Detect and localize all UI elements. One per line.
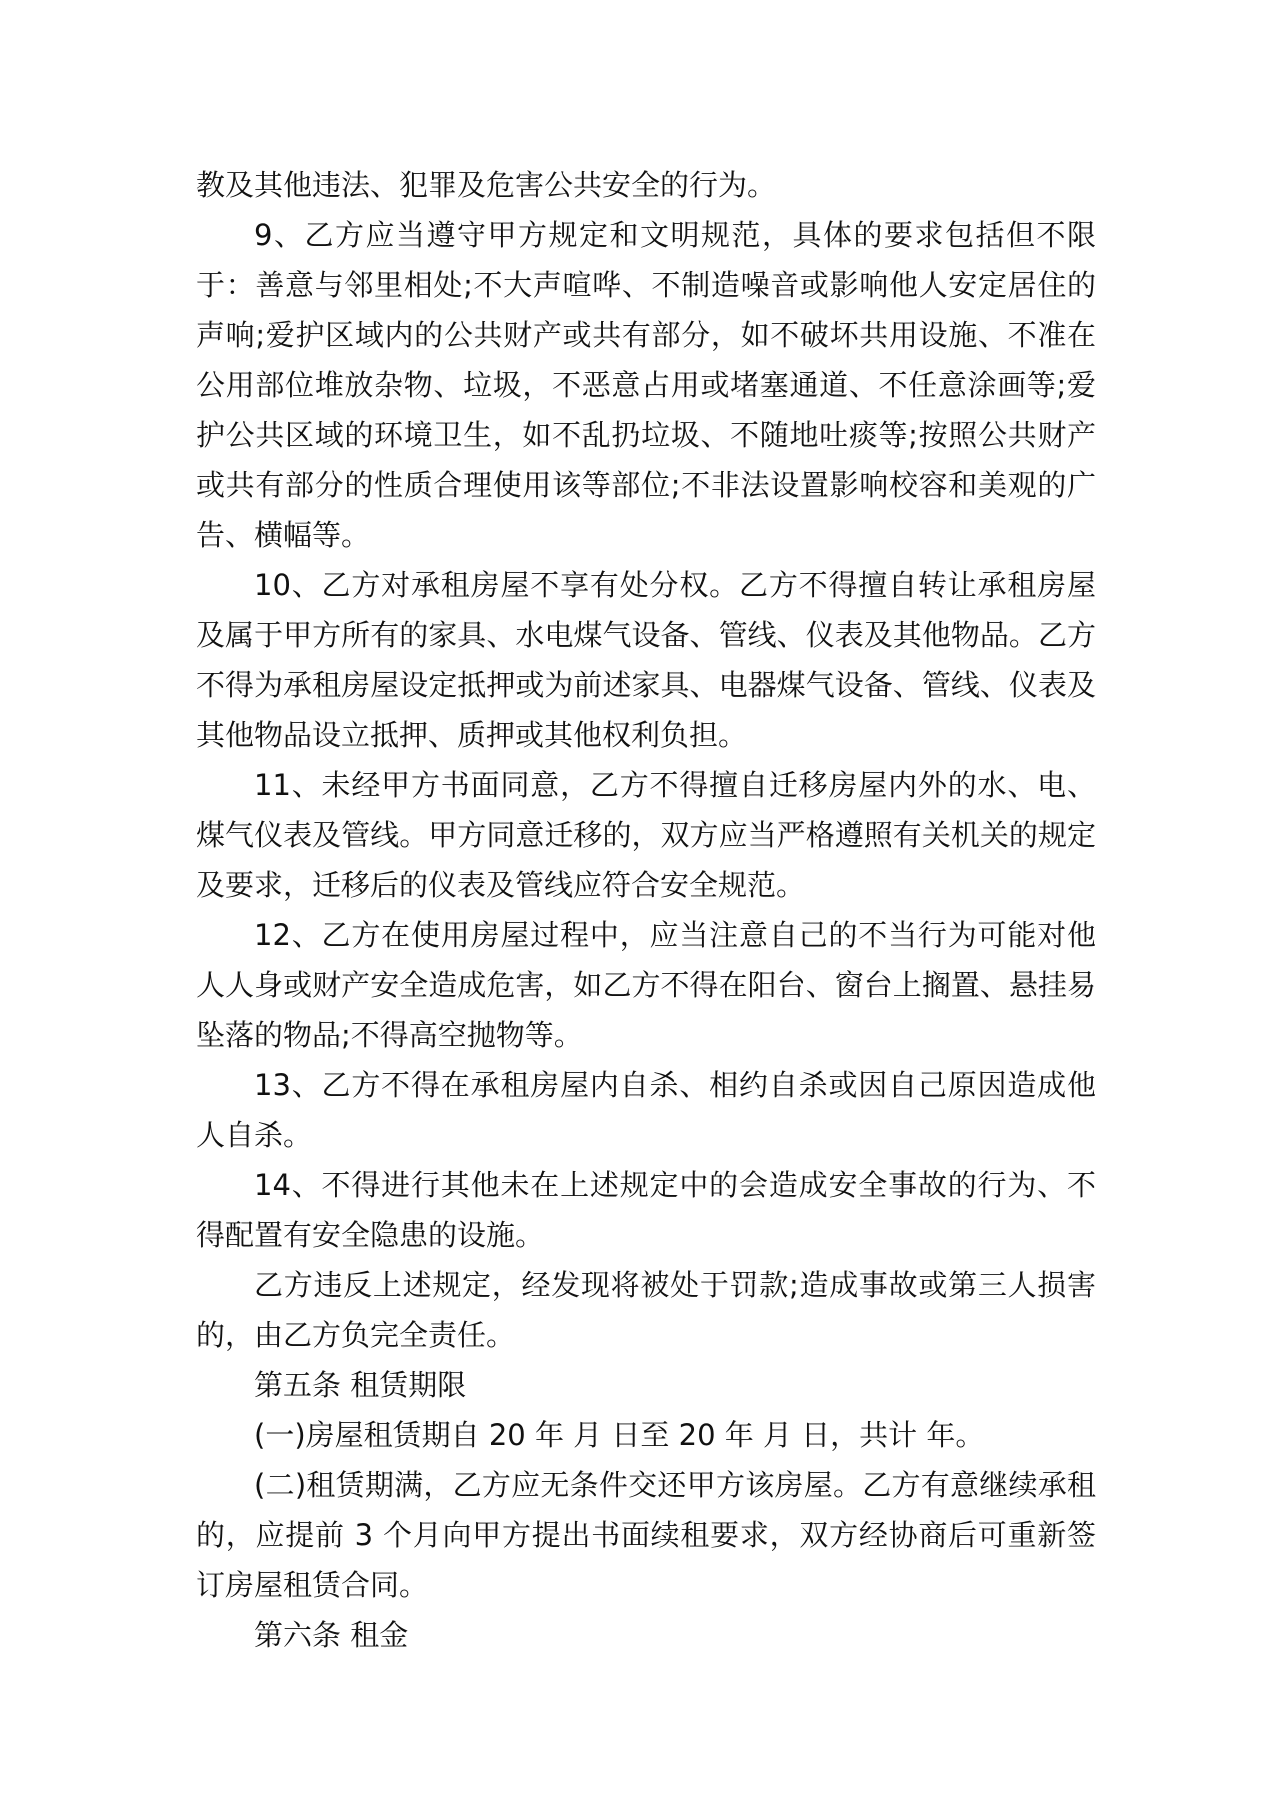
clause-13: 13、乙方不得在承租房屋内自杀、相约自杀或因自己原因造成他人自杀。 (196, 1068, 1096, 1152)
violation-note: 乙方违反上述规定，经发现将被处于罚款;造成事故或第三人损害的，由乙方负完全责任。 (196, 1268, 1096, 1352)
section-heading-article-6: 第六条 租金 (254, 1618, 409, 1652)
clause-14: 14、不得进行其他未在上述规定中的会造成安全事故的行为、不得配置有安全隐患的设施。 (196, 1168, 1096, 1252)
document-page (196, 160, 1096, 1660)
clause-10: 10、乙方对承租房屋不享有处分权。乙方不得擅自转让承租房屋及属于甲方所有的家具、水电煤气设备、管线、仪表及其他物品。乙方不得为承租房屋设定抵押或为前述家具、电器煤气设备、管线、仪表及其他物品设立抵押、质押或其他权利负担。 (196, 568, 1096, 752)
clause-11: 11、未经甲方书面同意，乙方不得擅自迁移房屋内外的水、电、煤气仪表及管线。甲方同意迁移的，双方应当严格遵照有关机关的规定及要求，迁移后的仪表及管线应符合安全规范。 (196, 768, 1096, 902)
clause-9: 9、乙方应当遵守甲方规定和文明规范，具体的要求包括但不限于：善意与邻里相处;不大声喧哗、不制造噪音或影响他人安定居住的声响;爱护区域内的公共财产或共有部分，如不破坏共用设施、不准在公用部位堆放杂物、垃圾，不恶意占用或堵塞通道、不任意涂画等;爱护公共区域的环境卫生，如不乱扔垃圾、不随地吐痰等;按照公共财产或共有部分的性质合理使用该等部位;不非法设置影响校容和美观的广告、横幅等。 (196, 218, 1096, 552)
lease-period-item-1: (一)房屋租赁期自 20 年 月 日至 20 年 月 日，共计 年。 (254, 1418, 985, 1452)
clause-12: 12、乙方在使用房屋过程中，应当注意自己的不当行为可能对他人人身或财产安全造成危害，如乙方不得在阳台、窗台上搁置、悬挂易坠落的物品;不得高空抛物等。 (196, 918, 1096, 1052)
paragraph-continuation: 教及其他违法、犯罪及危害公共安全的行为。 (196, 168, 777, 202)
section-heading-article-5: 第五条 租赁期限 (254, 1368, 467, 1402)
lease-period-item-2: (二)租赁期满，乙方应无条件交还甲方该房屋。乙方有意继续承租的，应提前 3 个月向甲方提出书面续租要求，双方经协商后可重新签订房屋租赁合同。 (196, 1468, 1096, 1602)
